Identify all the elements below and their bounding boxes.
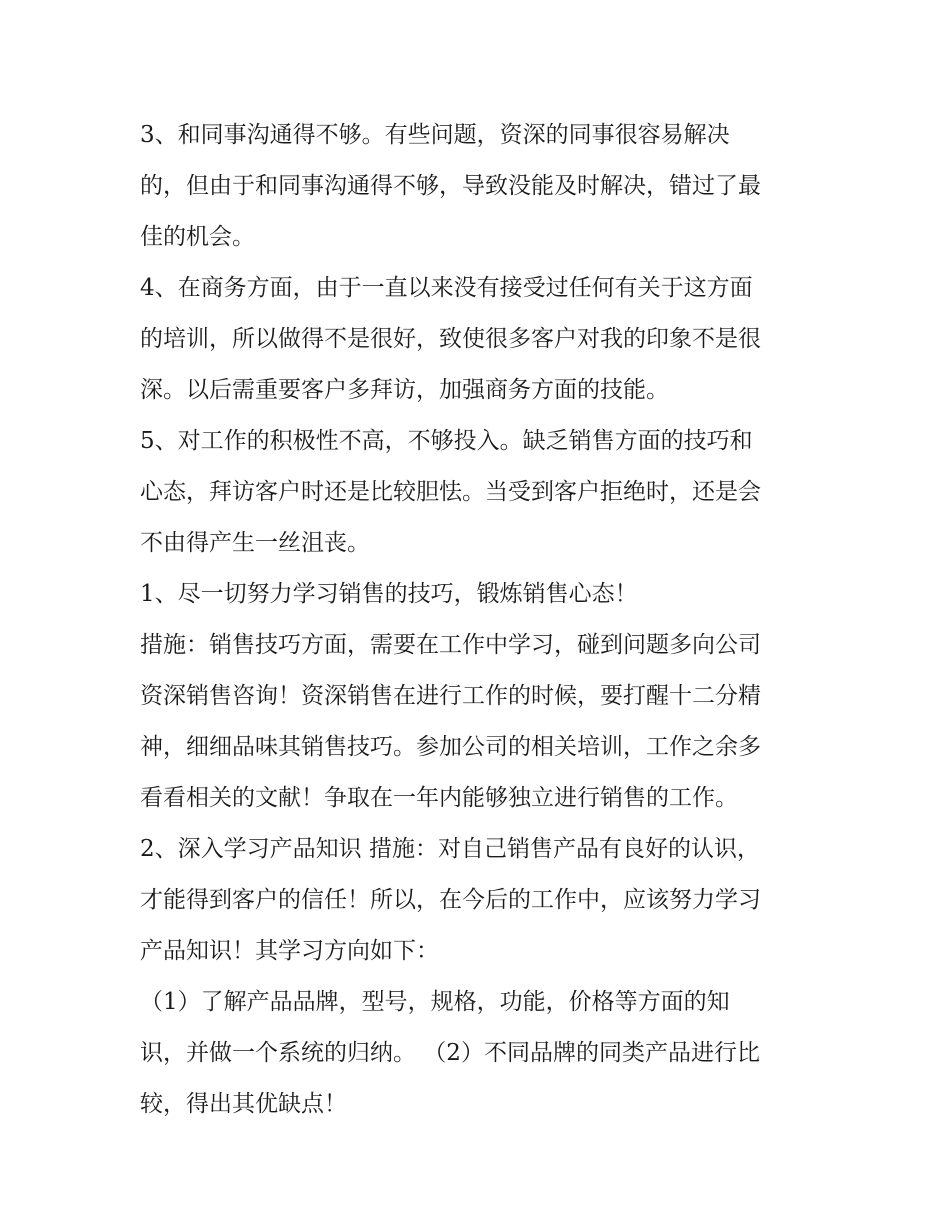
text-line-6: 深。以后需重要客户多拜访，加强商务方面的技能。 — [140, 377, 669, 403]
text-line-16: 才能得到客户的信任！所以，在今后的工作中，应该努力学习 — [140, 887, 761, 913]
text-line-4: 4、在商务方面，由于一直以来没有接受过任何有关于这方面 — [140, 275, 753, 301]
text-line-14: 看看相关的文献！争取在一年内能够独立进行销售的工作。 — [140, 785, 738, 811]
text-line-19: 识，并做一个系统的归纳。 （2）不同品牌的同类产品进行比 — [140, 1040, 760, 1066]
text-line-2: 的，但由于和同事沟通得不够，导致没能及时解决，错过了最 — [140, 173, 761, 199]
text-line-13: 神，细细品味其销售技巧。参加公司的相关培训，工作之余多 — [140, 734, 761, 760]
text-line-8: 心态，拜访客户时还是比较胆怯。当受到客户拒绝时，还是会 — [140, 479, 761, 505]
text-line-3: 佳的机会。 — [140, 224, 255, 250]
text-line-7: 5、对工作的积极性不高，不够投入。缺乏销售方面的技巧和 — [140, 428, 753, 454]
text-line-20: 较，得出其优缺点！ — [140, 1091, 347, 1117]
text-line-17: 产品知识！其学习方向如下： — [140, 938, 439, 964]
text-line-1: 3、和同事沟通得不够。有些问题，资深的同事很容易解决 — [140, 122, 730, 148]
text-line-10: 1、尽一切努力学习销售的技巧，锻炼销售心态！ — [140, 581, 638, 607]
text-line-12: 资深销售咨询！资深销售在进行工作的时候，要打醒十二分精 — [140, 683, 761, 709]
text-line-15: 2、深入学习产品知识 措施：对自己销售产品有良好的认识， — [140, 836, 760, 862]
text-line-9: 不由得产生一丝沮丧。 — [140, 530, 370, 556]
text-line-5: 的培训，所以做得不是很好，致使很多客户对我的印象不是很 — [140, 326, 761, 352]
document-body — [140, 110, 820, 1130]
text-line-11: 措施：销售技巧方面，需要在工作中学习，碰到问题多向公司 — [140, 632, 761, 658]
text-line-18: （1）了解产品品牌，型号，规格，功能，价格等方面的知 — [140, 989, 730, 1015]
